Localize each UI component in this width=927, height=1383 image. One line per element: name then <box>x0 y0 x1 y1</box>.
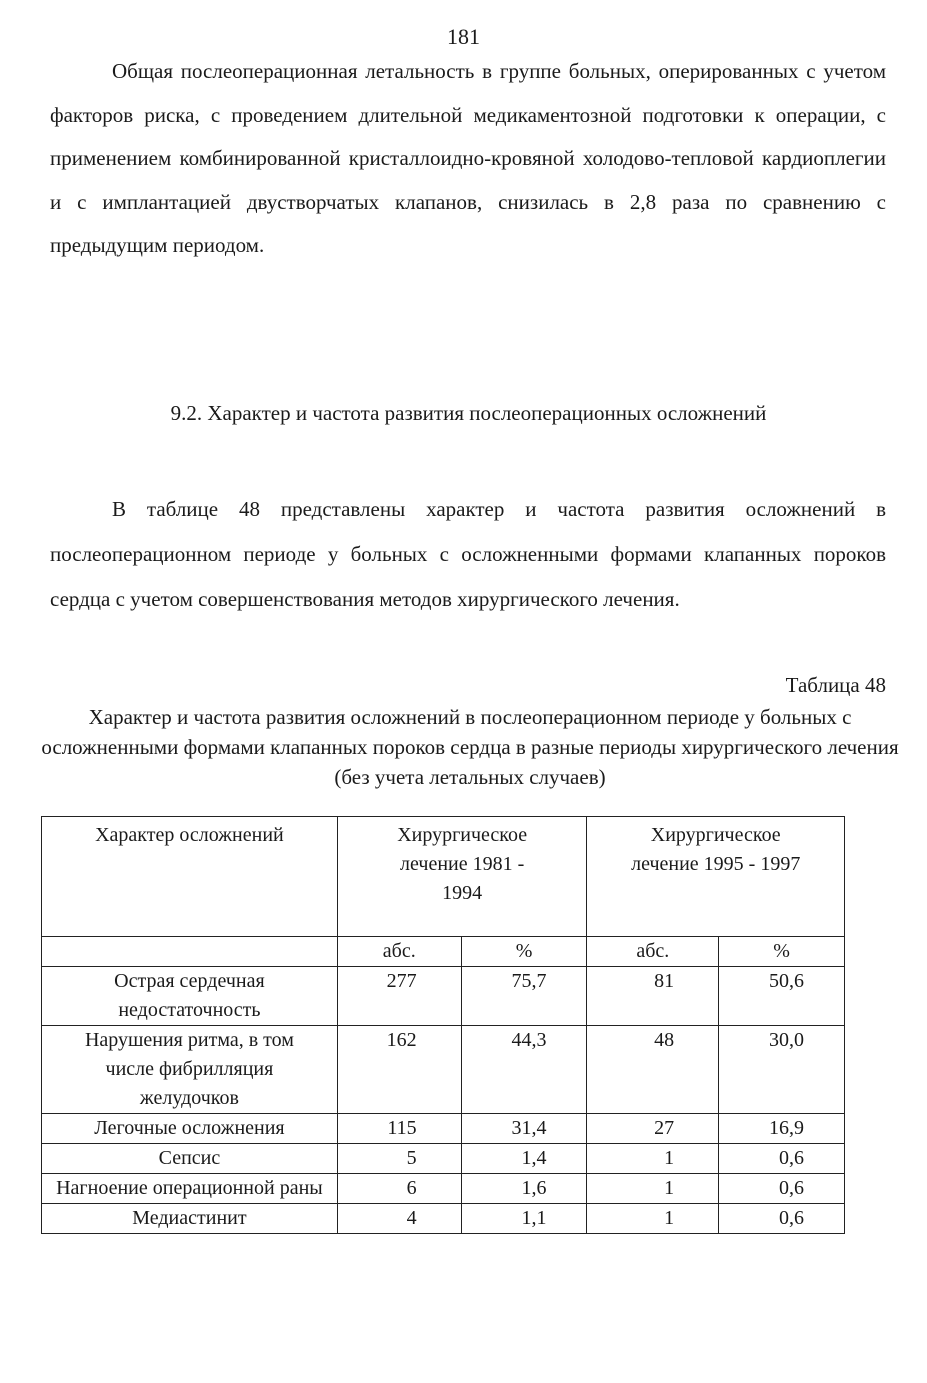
header-period-1-text: Хирургическое лечение 1981 - 1994 <box>397 824 528 904</box>
row-abs-2: 27 <box>587 1114 719 1144</box>
row-abs-2: 1 <box>587 1204 719 1234</box>
row-pct-1: 1,4 <box>461 1144 587 1174</box>
table-row <box>42 967 845 1026</box>
subheader-pct-2: % <box>719 937 845 967</box>
row-abs-2: 1 <box>587 1144 719 1174</box>
row-name: Нарушения ритма, в том числе фибрилляция желудочков <box>42 1026 338 1114</box>
subheader-pct-1: % <box>461 937 587 967</box>
table-row <box>42 1114 845 1144</box>
complications-table <box>41 816 845 1234</box>
row-pct-2: 0,6 <box>719 1144 845 1174</box>
page-number: 181 <box>447 24 480 49</box>
row-name: Медиастинит <box>42 1204 338 1234</box>
table-row <box>42 1174 845 1204</box>
table-row <box>42 1144 845 1174</box>
row-pct-1: 1,6 <box>461 1174 587 1204</box>
row-abs-2: 1 <box>587 1174 719 1204</box>
paragraph-mortality <box>50 50 886 268</box>
table-label: Таблица 48 <box>785 673 886 697</box>
row-pct-2: 0,6 <box>719 1174 845 1204</box>
header-period-2-text: Хирургическое лечение 1995 - 1997 <box>631 824 801 875</box>
header-period-2 <box>587 817 845 937</box>
row-pct-1: 44,3 <box>461 1026 587 1114</box>
row-pct-1: 31,4 <box>461 1114 587 1144</box>
table-subheader-row <box>42 937 845 967</box>
paragraph-table-intro <box>50 487 886 622</box>
row-name: Легочные осложнения <box>42 1114 338 1144</box>
row-pct-2: 50,6 <box>719 967 845 1026</box>
row-pct-1: 75,7 <box>461 967 587 1026</box>
row-pct-2: 0,6 <box>719 1204 845 1234</box>
row-pct-1: 1,1 <box>461 1204 587 1234</box>
subheader-abs-1: абс. <box>337 937 461 967</box>
row-abs-1: 277 <box>337 967 461 1026</box>
paragraph-mortality-text: Общая послеоперационная летальность в группе больных, оперированных с учетом факторов риска, с проведением длительной медикаментозной подготовки к операции, с применением комбинированной кристаллоидно-кровяной холодово-тепловой кардиоплегии и с имплантацией двустворчатых клапанов, снизилась в 2,8 раза по сравнению с предыдущим периодом. <box>50 59 886 257</box>
row-abs-1: 5 <box>337 1144 461 1174</box>
table-header-row <box>42 817 845 937</box>
row-abs-1: 6 <box>337 1174 461 1204</box>
row-abs-1: 4 <box>337 1204 461 1234</box>
row-abs-1: 162 <box>337 1026 461 1114</box>
paragraph-table-intro-text: В таблице 48 представлены характер и частота развития осложнений в послеоперационном периоде у больных с осложненными формами клапанных пороков сердца с учетом совершенствования методов хирургического лечения. <box>50 497 886 611</box>
subheader-empty <box>42 937 338 967</box>
header-complication-type: Характер осложнений <box>42 817 338 937</box>
row-pct-2: 30,0 <box>719 1026 845 1114</box>
row-abs-2: 81 <box>587 967 719 1026</box>
table-caption: Характер и частота развития осложнений в послеоперационном периоде у больных с осложненными формами клапанных пороков сердца в разные периоды хирургического лечения (без учета летальных случаев) <box>41 705 899 789</box>
row-abs-2: 48 <box>587 1026 719 1114</box>
table-row <box>42 1204 845 1234</box>
row-name: Сепсис <box>42 1144 338 1174</box>
row-pct-2: 16,9 <box>719 1114 845 1144</box>
subheader-abs-2: абс. <box>587 937 719 967</box>
section-heading: 9.2. Характер и частота развития послеоперационных осложнений <box>170 401 767 425</box>
row-abs-1: 115 <box>337 1114 461 1144</box>
row-name: Нагноение операционной раны <box>42 1174 338 1204</box>
row-name: Острая сердечная недостаточность <box>42 967 338 1026</box>
header-period-1 <box>337 817 587 937</box>
table-row <box>42 1026 845 1114</box>
